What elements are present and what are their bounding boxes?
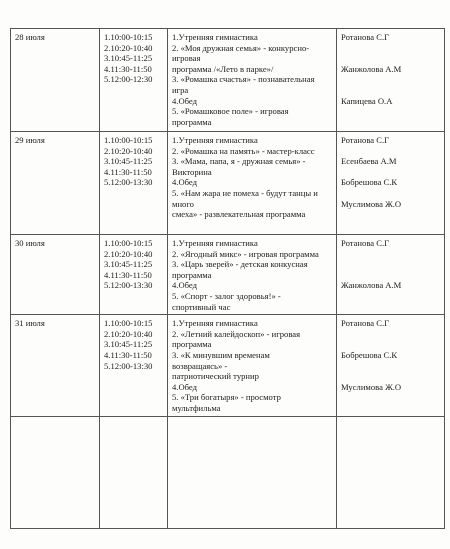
- schedule-table: [10, 28, 445, 529]
- program-line: 1.Утренняя гимнастика: [172, 318, 258, 329]
- time-slot: 3.10:45-11:25: [104, 339, 153, 350]
- date-text: 30 июля: [15, 238, 45, 248]
- program-cell: [168, 416, 337, 528]
- program-line: программа: [172, 116, 212, 127]
- time-cell: [100, 416, 168, 528]
- table-row: [11, 29, 445, 132]
- responsible-line: [341, 85, 441, 96]
- time-slot: 3.10:45-11:25: [104, 53, 153, 64]
- program-line: 5. «Три богатыря» - просмотр: [172, 392, 281, 403]
- program-line: спортивный час: [172, 301, 231, 312]
- time-slot: 4.11:30-11:50: [104, 269, 152, 280]
- date-text: 31 июля: [15, 318, 45, 329]
- program-line: 3. «К минувшим временам: [172, 349, 270, 360]
- time-slot: 2.10:20-10:40: [104, 42, 153, 53]
- time-slot: 3.10:45-11:25: [104, 156, 153, 167]
- time-slot: 5.12:00-13:30: [104, 177, 153, 188]
- time-slot: 2.10:20-10:40: [104, 145, 153, 156]
- responsible-line: Муслимова Ж.О: [341, 381, 402, 392]
- program-line: 5. «Ромашковое поле» - игровая: [172, 106, 289, 117]
- program-line: 4.Обед: [172, 381, 197, 392]
- responsible-line: [341, 43, 441, 54]
- program-line: 4.Обед: [172, 280, 197, 291]
- time-slot: 5.12:00-12:30: [104, 74, 153, 85]
- program-line: программа: [172, 269, 212, 280]
- program-line: 5. «Спорт - залог здоровья!» -: [172, 290, 281, 301]
- time-slot: 4.11:30-11:50: [104, 349, 152, 360]
- program-line: много: [172, 198, 194, 209]
- responsible-line: [341, 339, 441, 350]
- responsible-line: [341, 146, 441, 157]
- responsible-line: [341, 259, 441, 270]
- responsible-cell: [337, 235, 445, 315]
- program-line: 1.Утренняя гимнастика: [172, 32, 258, 42]
- program-line: 3. «Царь зверей» - детская конкусная: [172, 259, 308, 270]
- date-cell: [11, 416, 100, 528]
- program-cell: [168, 29, 337, 132]
- time-cell: [100, 29, 168, 132]
- table-row: [11, 132, 445, 235]
- time-slot: 1.10:00-10:15: [104, 238, 153, 248]
- program-cell: [168, 132, 337, 235]
- time-slot: 2.10:20-10:40: [104, 248, 153, 259]
- table-row: [11, 235, 445, 315]
- time-slot: 1.10:00-10:15: [104, 318, 153, 329]
- responsible-line: Ротанова С.Г: [341, 238, 390, 248]
- time-cell: [100, 235, 168, 315]
- time-slot: 2.10:20-10:40: [104, 328, 153, 339]
- responsible-line: Капицева О.А: [341, 95, 393, 106]
- program-line: программа: [172, 339, 212, 350]
- program-line: 2. «Моя дружная семья» - конкурсно-: [172, 42, 310, 53]
- responsible-line: [341, 361, 441, 372]
- responsible-line: [341, 74, 441, 85]
- responsible-line: [341, 249, 441, 260]
- program-line: 4.Обед: [172, 95, 197, 106]
- program-line: 3. «Ромашка счастья» - познавательная: [172, 74, 315, 85]
- program-line: 2. «Ягодный микс» - игровая программа: [172, 248, 319, 259]
- responsible-cell: [337, 132, 445, 235]
- responsible-line: [341, 329, 441, 340]
- program-line: 5. «Нам жара не помеха - будут танцы и: [172, 187, 318, 198]
- responsible-cell: [337, 315, 445, 416]
- time-slot: 5.12:00-13:30: [104, 360, 153, 371]
- date-text: 29 июля: [15, 135, 45, 145]
- program-line: программа /«Лето в парке»/: [172, 63, 274, 74]
- program-line: 4.Обед: [172, 177, 197, 188]
- responsible-line: [341, 270, 441, 281]
- responsible-line: Ротанова С.Г: [341, 32, 390, 42]
- time-cell: [100, 132, 168, 235]
- time-slot: 3.10:45-11:25: [104, 259, 153, 270]
- responsible-cell: [337, 29, 445, 132]
- responsible-line: Жанжолова А.М: [341, 63, 402, 74]
- program-line: игра: [172, 84, 189, 95]
- responsible-line: Есенбаева А.М: [341, 156, 397, 167]
- program-cell: [168, 315, 337, 416]
- time-slot: 4.11:30-11:50: [104, 166, 152, 177]
- responsible-cell: [337, 416, 445, 528]
- program-line: смеха» - развлекательная программа: [172, 209, 306, 220]
- responsible-line: [341, 188, 441, 199]
- date-cell: [11, 132, 100, 235]
- time-slot: 5.12:00-13:30: [104, 280, 153, 291]
- responsible-line: [341, 371, 441, 382]
- program-line: 3. «Мама, папа, я - дружная семья» -: [172, 156, 306, 167]
- program-cell: [168, 235, 337, 315]
- program-line: 1.Утренняя гимнастика: [172, 238, 258, 248]
- date-cell: [11, 29, 100, 132]
- responsible-line: Ротанова С.Г: [341, 318, 390, 329]
- responsible-line: Бобрешова С.К: [341, 177, 398, 188]
- responsible-line: Муслимова Ж.О: [341, 198, 402, 209]
- responsible-line: Ротанова С.Г: [341, 135, 390, 145]
- empty-table-row: [11, 416, 445, 528]
- responsible-line: [341, 167, 441, 178]
- program-line: игровая: [172, 53, 201, 64]
- date-text: 28 июля: [15, 32, 45, 42]
- program-line: 2. «Летний калейдоскоп» - игровая: [172, 328, 301, 339]
- program-line: 1.Утренняя гимнастика: [172, 135, 258, 145]
- program-line: мультфильма: [172, 402, 221, 413]
- program-line: возвращаясь» -: [172, 360, 228, 371]
- time-slot: 1.10:00-10:15: [104, 32, 153, 42]
- time-slot: 1.10:00-10:15: [104, 135, 153, 145]
- date-cell: [11, 315, 100, 416]
- program-line: 2. «Ромашка на память» - мастер-класс: [172, 145, 315, 156]
- time-slot: 4.11:30-11:50: [104, 63, 152, 74]
- time-cell: [100, 315, 168, 416]
- program-line: Викторина: [172, 166, 212, 177]
- date-cell: [11, 235, 100, 315]
- program-line: патриотический турнир: [172, 371, 259, 382]
- responsible-line: Бобрешова С.К: [341, 349, 398, 360]
- responsible-line: Жанжолова А.М: [341, 280, 402, 291]
- responsible-line: [341, 53, 441, 64]
- table-row: [11, 315, 445, 416]
